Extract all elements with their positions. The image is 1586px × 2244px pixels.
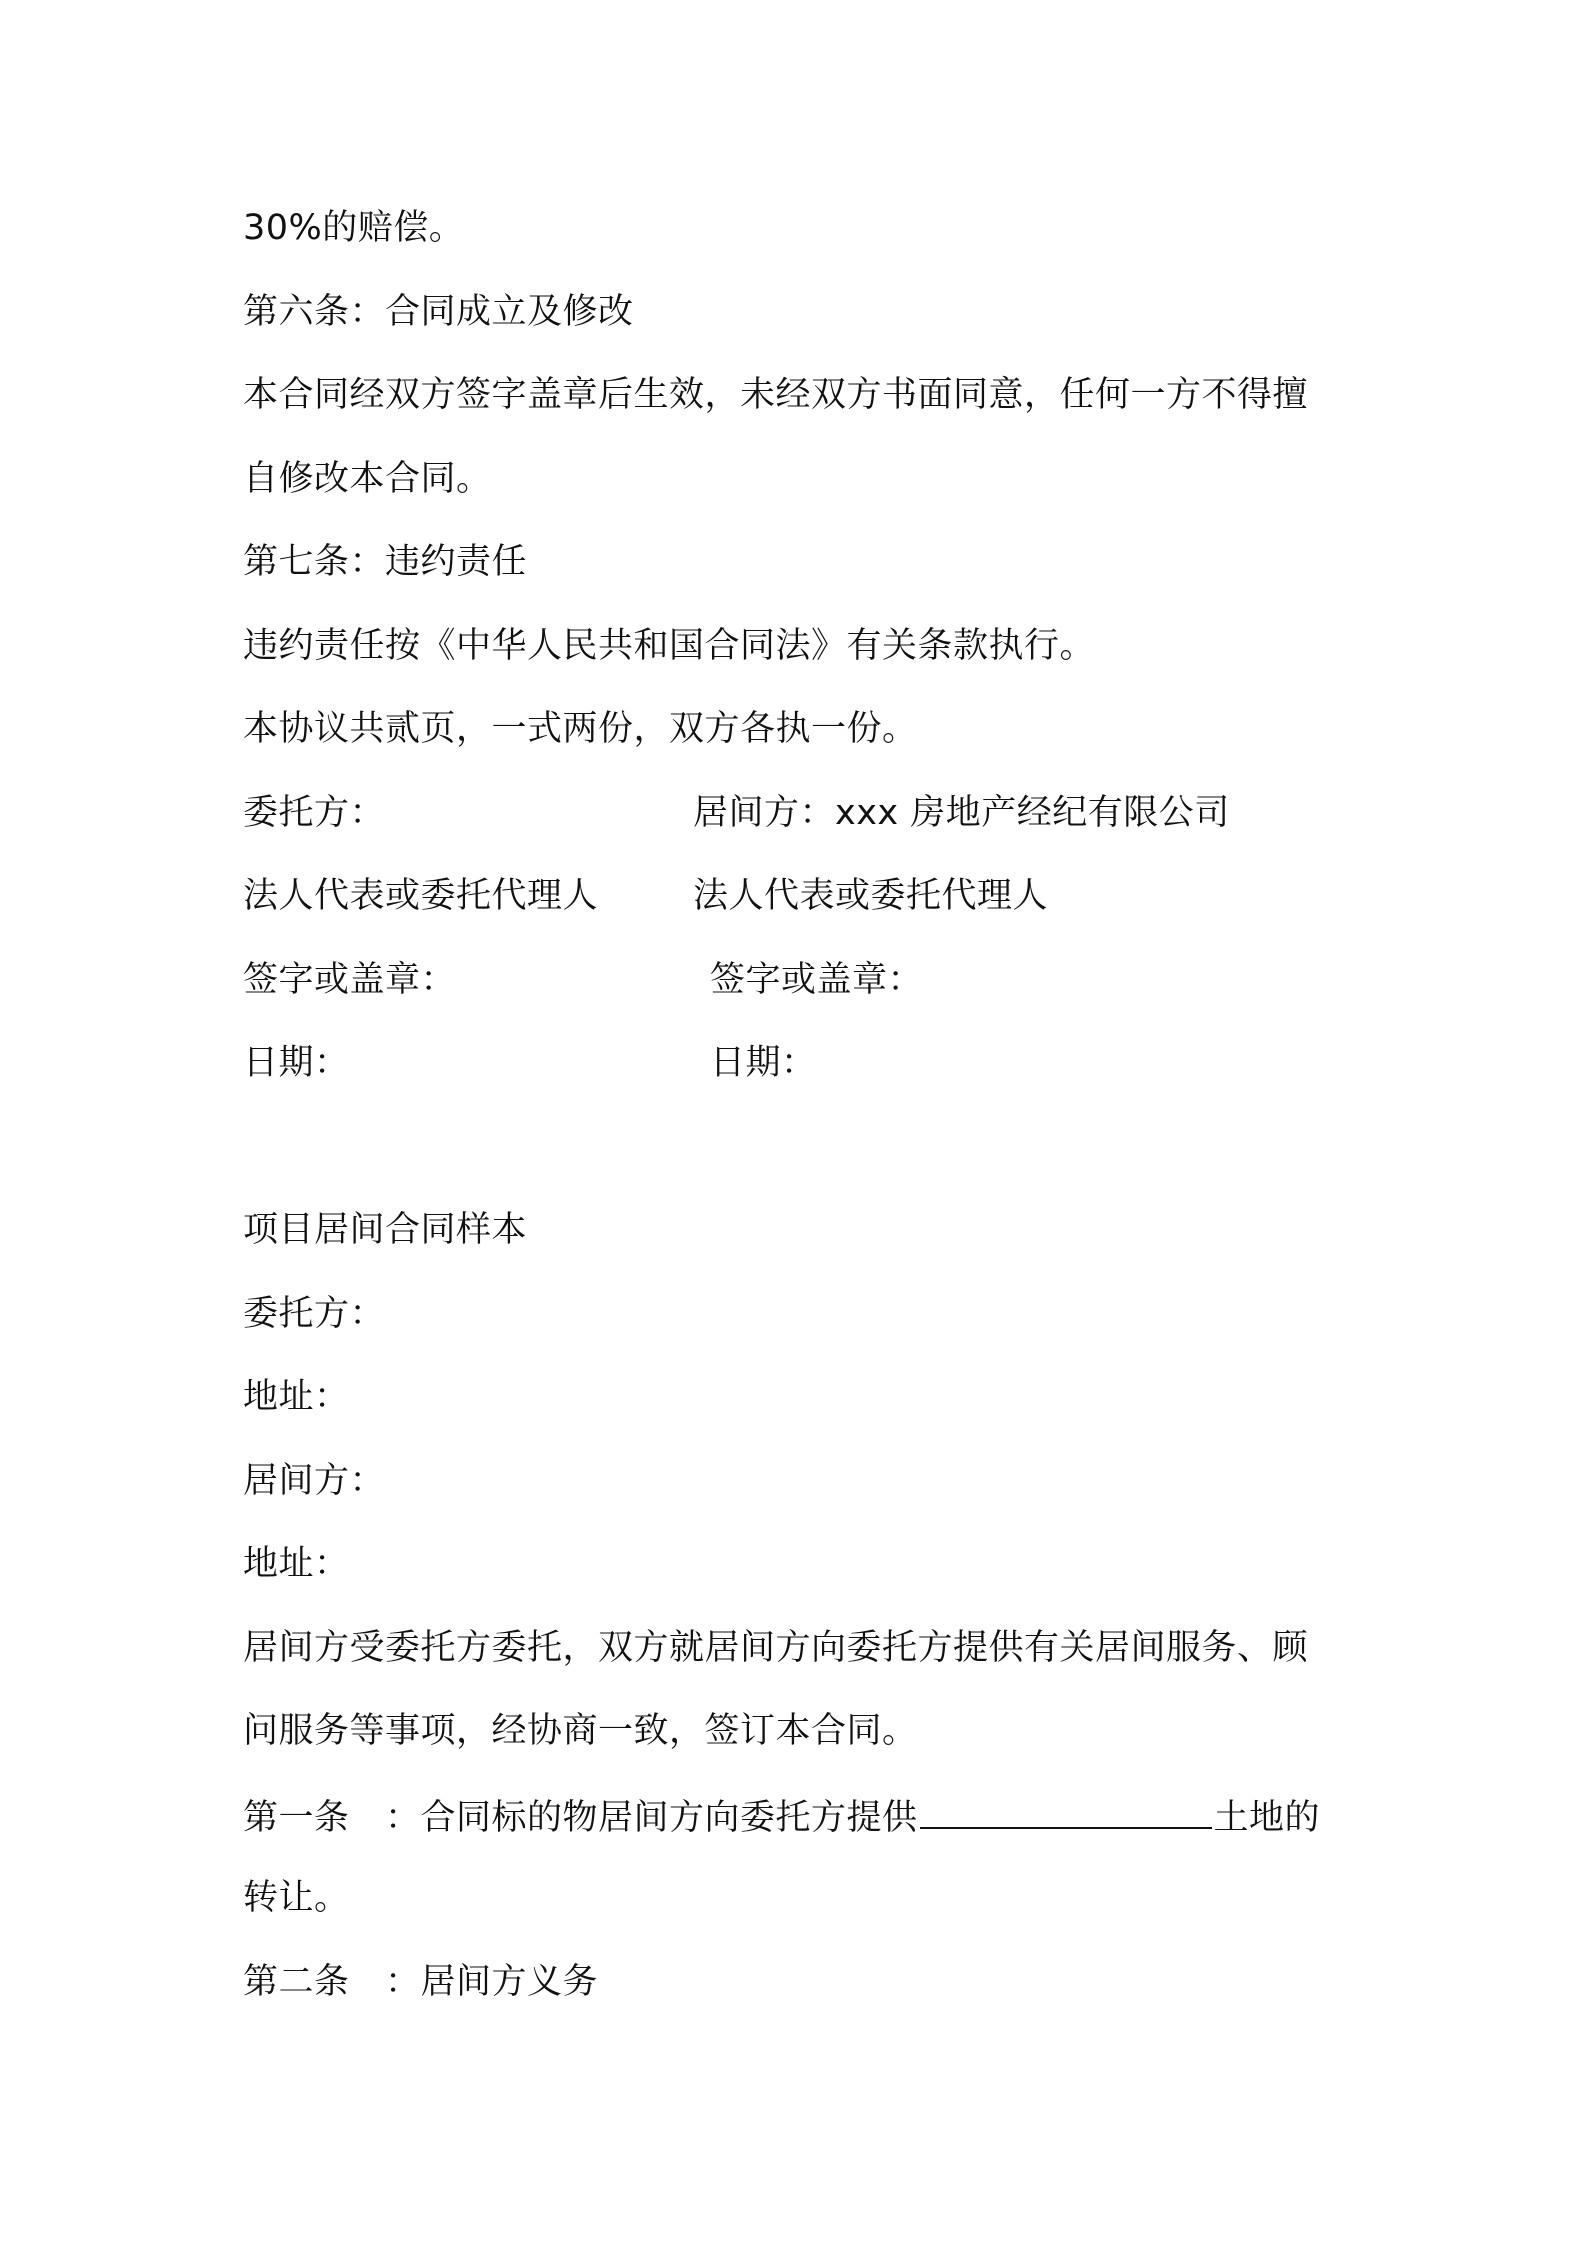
signature-row-sign (243, 958, 924, 1002)
client-party-label: 委托方： (243, 793, 386, 833)
article-1-tail: 土地的 (1213, 1798, 1321, 1838)
article-6-text-line-2: 自修改本合同。 (243, 459, 492, 499)
land-blank-field[interactable] (920, 1793, 1212, 1829)
article-6-text-line-1: 本合同经双方签字盖章后生效，未经双方书面同意，任何一方不得擅 (243, 375, 1309, 415)
article-1-head: 第一条 ：合同标的物居间方向委托方提供 (243, 1798, 918, 1838)
preamble-line-1: 居间方受委托方委托，双方就居间方向委托方提供有关居间服务、顾 (243, 1628, 1309, 1668)
signature-row-date (243, 1041, 817, 1085)
article-7-title: 第七条：违约责任 (243, 542, 528, 582)
article-6-title: 第六条：合同成立及修改 (243, 292, 634, 332)
article-2-title: 第二条 ：居间方义务 (243, 1962, 599, 2002)
copies-note: 本协议共贰页，一式两份，双方各执一份。 (243, 709, 918, 749)
broker-rep-label: 法人代表或委托代理人 (693, 876, 1049, 916)
client-date-label: 日期： (243, 1043, 350, 1083)
client-sign-label: 签字或盖章： (243, 960, 457, 1000)
client-address-label: 地址： (243, 1377, 350, 1417)
client-rep-label: 法人代表或委托代理人 (243, 876, 599, 916)
client-label: 委托方： (243, 1294, 386, 1334)
compensation-tail: 30%的赔偿。 (243, 208, 465, 248)
contract-title: 项目居间合同样本 (243, 1210, 528, 1250)
article-1-line-2: 转让。 (243, 1878, 350, 1918)
broker-sign-label: 签字或盖章： (710, 960, 924, 1000)
preamble-line-2: 问服务等事项，经协商一致，签订本合同。 (243, 1711, 918, 1751)
article-7-text: 违约责任按《中华人民共和国合同法》有关条款执行。 (243, 626, 1096, 666)
signature-row-rep (243, 874, 1049, 918)
article-1-line-1 (243, 1793, 1320, 1840)
broker-address-label: 地址： (243, 1544, 350, 1584)
signature-row-party (243, 791, 1230, 835)
broker-label: 居间方： (243, 1461, 386, 1501)
broker-date-label: 日期： (710, 1043, 817, 1083)
broker-party-label: 居间方：xxx 房地产经纪有限公司 (693, 793, 1230, 833)
